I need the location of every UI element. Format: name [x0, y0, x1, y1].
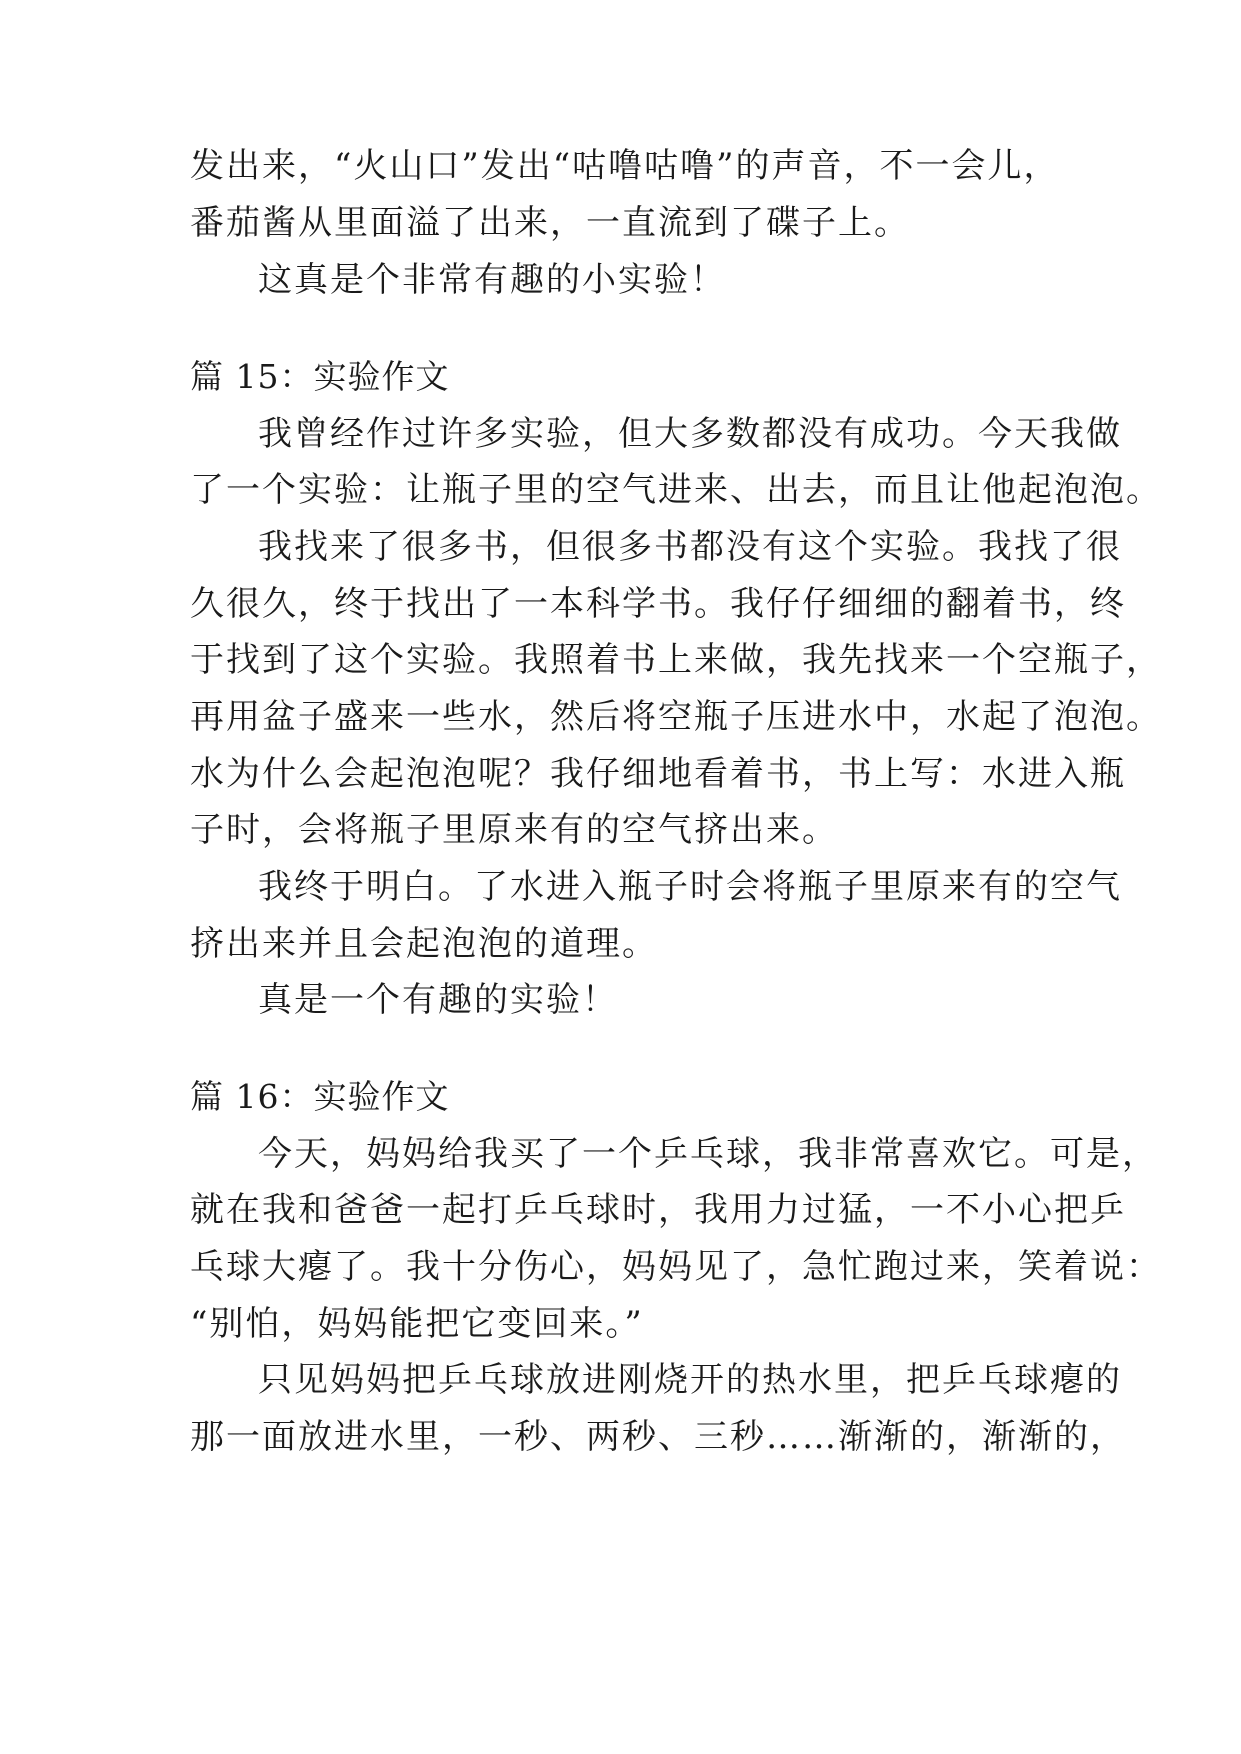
paragraph-line: 于找到了这个实验。我照着书上来做，我先找来一个空瓶子，	[190, 640, 1162, 680]
paragraph-line: “别怕，妈妈能把它变回来。”	[190, 1304, 644, 1344]
paragraph-line: 今天，妈妈给我买了一个乒乓球，我非常喜欢它。可是，	[258, 1134, 1158, 1174]
paragraph-line: 只见妈妈把乒乓球放进刚烧开的热水里，把乒乓球瘪的	[258, 1360, 1122, 1400]
paragraph-line: 番茄酱从里面溢了出来，一直流到了碟子上。	[190, 203, 910, 243]
paragraph-line: 就在我和爸爸一起打乒乓球时，我用力过猛，一不小心把乒	[190, 1190, 1126, 1230]
paragraph-line: 这真是个非常有趣的小实验！	[258, 260, 726, 300]
paragraph-line: 久很久，终于找出了一本科学书。我仔仔细细的翻着书，终	[190, 584, 1126, 624]
article-16-heading: 篇 16：实验作文	[190, 1077, 450, 1116]
paragraph-line: 乓球大瘪了。我十分伤心，妈妈见了，急忙跑过来，笑着说：	[190, 1247, 1162, 1287]
paragraph-line: 真是一个有趣的实验！	[258, 980, 618, 1020]
paragraph-line: 我终于明白。了水进入瓶子时会将瓶子里原来有的空气	[258, 867, 1122, 907]
article-15-heading: 篇 15：实验作文	[190, 357, 450, 396]
paragraph-line: 那一面放进水里，一秒、两秒、三秒……渐渐的，渐渐的，	[190, 1417, 1126, 1457]
paragraph-line: 我曾经作过许多实验，但大多数都没有成功。今天我做	[258, 414, 1122, 454]
paragraph-line: 发出来，“火山口”发出“咕噜咕噜”的声音，不一会儿，	[190, 146, 1060, 186]
paragraph-line: 了一个实验：让瓶子里的空气进来、出去，而且让他起泡泡。	[190, 470, 1162, 510]
paragraph-line: 水为什么会起泡泡呢？我仔细地看着书，书上写：水进入瓶	[190, 754, 1126, 794]
paragraph-line: 挤出来并且会起泡泡的道理。	[190, 924, 658, 964]
paragraph-line: 我找来了很多书，但很多书都没有这个实验。我找了很	[258, 527, 1122, 567]
paragraph-line: 子时，会将瓶子里原来有的空气挤出来。	[190, 810, 838, 850]
paragraph-line: 再用盆子盛来一些水，然后将空瓶子压进水中，水起了泡泡。	[190, 697, 1162, 737]
